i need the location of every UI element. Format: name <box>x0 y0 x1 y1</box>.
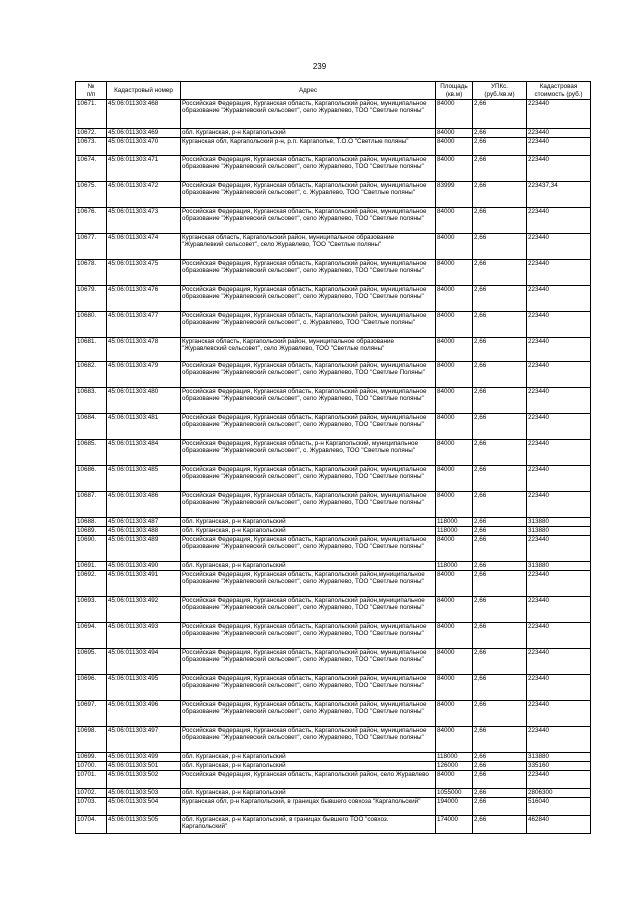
address-cell: Российская Федерация, Курганская область, Каргапольский район, муниципальное образование "Журавлевский сельсовет", село Журавлево, ТОО "Светлые поляны" <box>181 466 436 492</box>
table-row <box>76 649 591 675</box>
cadastral-cost-cell: 223440 <box>527 156 591 182</box>
row-number-cell: 10704. <box>76 816 107 834</box>
header-num: № п/п <box>76 82 107 100</box>
cadastral-cost-cell: 223440 <box>527 260 591 286</box>
table-row <box>76 466 591 492</box>
area-cell: 84000 <box>436 466 473 492</box>
area-cell: 84000 <box>436 675 473 701</box>
table-row <box>76 138 591 156</box>
row-number-cell: 10694. <box>76 623 107 649</box>
address-cell: обл. Курганская, р-н Каргапольский, в границах бывшего ТОО "совхоз. Каргапольский" <box>181 816 436 834</box>
address-cell: Курганская область, Каргапольский район, муниципальное образование "Журавлевкий сельсовет", село Журавлево, ТОО "Светлые поляны" <box>181 234 436 260</box>
cadastral-number-cell: 45:06:011303:487 <box>107 518 181 527</box>
area-cell: 84000 <box>436 388 473 414</box>
table-body <box>76 100 591 834</box>
row-number-cell: 10672. <box>76 129 107 138</box>
cadastral-number-cell: 45:06:011303:469 <box>107 129 181 138</box>
area-cell: 84000 <box>436 260 473 286</box>
cadastral-number-cell: 45:06:011303:503 <box>107 789 181 798</box>
upks-cell: 2,66 <box>473 414 527 440</box>
cadastral-number-cell: 45:06:011303:478 <box>107 338 181 362</box>
area-cell: 84000 <box>436 338 473 362</box>
area-cell: 84000 <box>436 138 473 156</box>
area-cell: 84000 <box>436 571 473 597</box>
upks-cell: 2,66 <box>473 762 527 771</box>
cadastral-number-cell: 45:06:011303:477 <box>107 312 181 338</box>
cadastral-number-cell: 45:06:011303:488 <box>107 527 181 536</box>
table-row <box>76 527 591 536</box>
cadastral-cost-cell: 223440 <box>527 414 591 440</box>
row-number-cell: 10682. <box>76 362 107 388</box>
upks-cell: 2,66 <box>473 466 527 492</box>
address-cell: Российская Федерация, Курганская область, Каргапольский район, муниципальное образование "Журавлевский сельсовет", село Журавлево, ТОО "Светлые поляны" <box>181 260 436 286</box>
address-cell: Российская Федерация, Курганская область, р-н Каргапольский, муниципальное образование "Журавлевский сельсовет", с. Журавлево, ТОО "Светлые поляны" <box>181 440 436 466</box>
table-row <box>76 816 591 834</box>
table-row <box>76 492 591 518</box>
area-cell: 118000 <box>436 518 473 527</box>
row-number-cell: 10678. <box>76 260 107 286</box>
header-upks: УПКс. (руб./кв.м) <box>473 82 527 100</box>
cadastral-cost-cell: 223440 <box>527 466 591 492</box>
row-number-cell: 10690. <box>76 536 107 562</box>
table-row <box>76 789 591 798</box>
row-number-cell: 10671. <box>76 100 107 129</box>
upks-cell: 2,66 <box>473 208 527 234</box>
cadastral-number-cell: 45:06:011303:502 <box>107 771 181 789</box>
address-cell: Российская Федерация, Курганская область, Каргапольский район, муниципальное образование "Журавлевский сельсовет", с. Журавлево, ТОО "Светлые поляны" <box>181 312 436 338</box>
upks-cell: 2,66 <box>473 649 527 675</box>
area-cell: 84000 <box>436 156 473 182</box>
row-number-cell: 10686. <box>76 466 107 492</box>
address-cell: обл. Курганская, р-н Каргапольский <box>181 562 436 571</box>
row-number-cell: 10701. <box>76 771 107 789</box>
area-cell: 84000 <box>436 649 473 675</box>
address-cell: Российская Федерация, Курганская область, Каргапольский район, муниципальное образование "Журавлевский сельсовет", село Журавлево, ТОО "Светлые поляны" <box>181 156 436 182</box>
row-number-cell: 10677. <box>76 234 107 260</box>
cadastral-number-cell: 45:06:011303:470 <box>107 138 181 156</box>
cadastral-number-cell: 45:06:011303:475 <box>107 260 181 286</box>
address-cell: обл. Курганская, р-н Каргапольский <box>181 518 436 527</box>
upks-cell: 2,66 <box>473 138 527 156</box>
table-row <box>76 597 591 623</box>
address-cell: обл. Курганская, р-н Каргапольский <box>181 762 436 771</box>
area-cell: 84000 <box>436 727 473 753</box>
upks-cell: 2,66 <box>473 536 527 562</box>
header-cadastral-cost: Кадастровая стоимость (руб.) <box>527 82 591 100</box>
table-row <box>76 798 591 816</box>
area-cell: 84000 <box>436 440 473 466</box>
cadastral-number-cell: 45:06:011303:476 <box>107 286 181 312</box>
cadastral-number-cell: 45:06:011303:505 <box>107 816 181 834</box>
address-cell: Российская Федерация, Курганская область, Каргапольский район,муниципальное образование "Журавлевский сельсовет", село Журавлево, ТОО "Светлые поляны" <box>181 597 436 623</box>
cadastral-cost-cell: 223440 <box>527 138 591 156</box>
area-cell: 83999 <box>436 182 473 208</box>
upks-cell: 2,66 <box>473 623 527 649</box>
upks-cell: 2,66 <box>473 701 527 727</box>
upks-cell: 2,66 <box>473 527 527 536</box>
row-number-cell: 10680. <box>76 312 107 338</box>
table-row <box>76 388 591 414</box>
address-cell: обл. Курганская, р-н Каргапольский <box>181 527 436 536</box>
upks-cell: 2,66 <box>473 518 527 527</box>
address-cell: Российская Федерация, Курганская область, Каргапольский район, муниципальное образование "Журавлевский сельсовет", село Журавлево, ТОО "Светлые поляны" <box>181 414 436 440</box>
table-row <box>76 518 591 527</box>
cadastral-cost-cell: 223440 <box>527 312 591 338</box>
row-number-cell: 10684. <box>76 414 107 440</box>
address-cell: Российская Федерация, Курганская область, Каргапольский район, муниципальное образование "Журавлевский сельсовет", село Журавлево, ТОО "Светлые поляны" <box>181 388 436 414</box>
area-cell: 174000 <box>436 816 473 834</box>
area-cell: 194000 <box>436 798 473 816</box>
row-number-cell: 10693. <box>76 597 107 623</box>
area-cell: 1055000 <box>436 789 473 798</box>
table-row <box>76 536 591 562</box>
area-cell: 118000 <box>436 753 473 762</box>
cadastral-number-cell: 45:06:011303:501 <box>107 762 181 771</box>
row-number-cell: 10687. <box>76 492 107 518</box>
area-cell: 84000 <box>436 414 473 440</box>
table-row <box>76 182 591 208</box>
cadastral-cost-cell: 223440 <box>527 388 591 414</box>
upks-cell: 2,66 <box>473 753 527 762</box>
area-cell: 84000 <box>436 362 473 388</box>
upks-cell: 2,66 <box>473 789 527 798</box>
row-number-cell: 10681. <box>76 338 107 362</box>
upks-cell: 2,66 <box>473 338 527 362</box>
cadastral-number-cell: 45:06:011303:479 <box>107 362 181 388</box>
address-cell: Российская Федерация, Курганская область, Каргапольский район, село Журавлево <box>181 771 436 789</box>
upks-cell: 2,66 <box>473 286 527 312</box>
table-row <box>76 208 591 234</box>
upks-cell: 2,66 <box>473 234 527 260</box>
address-cell: Курганская обл, Каргапольский р-н, р.п. Каргаполье, Т.О.О "Светлые поляны" <box>181 138 436 156</box>
table-header-row <box>76 82 591 100</box>
cadastral-number-cell: 45:06:011303:493 <box>107 623 181 649</box>
area-cell: 84000 <box>436 536 473 562</box>
table-row <box>76 286 591 312</box>
table-row <box>76 571 591 597</box>
row-number-cell: 10685. <box>76 440 107 466</box>
table-row <box>76 762 591 771</box>
area-cell: 84000 <box>436 234 473 260</box>
cadastral-number-cell: 45:06:011303:473 <box>107 208 181 234</box>
upks-cell: 2,66 <box>473 156 527 182</box>
cadastral-cost-cell: 223440 <box>527 571 591 597</box>
table-row <box>76 753 591 762</box>
address-cell: Российская Федерация, Курганская область, Каргапольский район,муниципальное образование "Журавлевский сельсовет", село Журавлево, ТОО "Светлые поляны" <box>181 571 436 597</box>
upks-cell: 2,66 <box>473 492 527 518</box>
cadastral-number-cell: 45:06:011303:485 <box>107 466 181 492</box>
row-number-cell: 10674. <box>76 156 107 182</box>
area-cell: 84000 <box>436 129 473 138</box>
cadastral-cost-cell: 223440 <box>527 623 591 649</box>
table-row <box>76 129 591 138</box>
cadastral-cost-cell: 313880 <box>527 562 591 571</box>
cadastral-number-cell: 45:06:011303:468 <box>107 100 181 129</box>
cadastral-cost-cell: 223440 <box>527 701 591 727</box>
table-row <box>76 312 591 338</box>
cadastral-cost-cell: 223437,34 <box>527 182 591 208</box>
header-address: Адрес <box>181 82 436 100</box>
table-row <box>76 414 591 440</box>
address-cell: Российская Федерация, Курганская область, Каргапольский район, муниципальное образование "Журавлевский сельсовет", село Журавлево, ТОО "Светлые поляны" <box>181 649 436 675</box>
table-row <box>76 562 591 571</box>
upks-cell: 2,66 <box>473 260 527 286</box>
address-cell: Российская Федерация, Курганская область, Каргапольский район, муниципальное образование "Журавлевский сельсовет", село Журавлево, ТОО "Светлые поляны" <box>181 286 436 312</box>
cadastral-number-cell: 45:06:011303:494 <box>107 649 181 675</box>
upks-cell: 2,66 <box>473 727 527 753</box>
row-number-cell: 10691. <box>76 562 107 571</box>
row-number-cell: 10697. <box>76 701 107 727</box>
upks-cell: 2,66 <box>473 798 527 816</box>
cadastral-cost-cell: 223440 <box>527 286 591 312</box>
upks-cell: 2,66 <box>473 312 527 338</box>
cadastral-cost-cell: 223440 <box>527 597 591 623</box>
table-row <box>76 440 591 466</box>
address-cell: Российская Федерация, Курганская область, Каргапольский район, муниципальное образование "Журавлевский сельсовет", с. Журавлево, ТОО "Светлые поляны" <box>181 182 436 208</box>
cadastral-cost-cell: 223440 <box>527 440 591 466</box>
cadastral-number-cell: 45:06:011303:472 <box>107 182 181 208</box>
cadastral-number-cell: 45:06:011303:481 <box>107 414 181 440</box>
cadastral-cost-cell: 313880 <box>527 518 591 527</box>
cadastral-number-cell: 45:06:011303:486 <box>107 492 181 518</box>
header-cadastral-number: Кадастровый номер <box>107 82 181 100</box>
upks-cell: 2,66 <box>473 571 527 597</box>
row-number-cell: 10699. <box>76 753 107 762</box>
row-number-cell: 10683. <box>76 388 107 414</box>
cadastral-number-cell: 45:06:011303:504 <box>107 798 181 816</box>
address-cell: Российская Федерация, Курганская область, Каргапольский район, муниципальное образование "Журавлевский сельсовет", село Журавлево, ТОО "Светлые поляны" <box>181 536 436 562</box>
upks-cell: 2,66 <box>473 771 527 789</box>
upks-cell: 2,66 <box>473 562 527 571</box>
area-cell: 118000 <box>436 562 473 571</box>
upks-cell: 2,66 <box>473 129 527 138</box>
area-cell: 84000 <box>436 208 473 234</box>
cadastral-number-cell: 45:06:011303:474 <box>107 234 181 260</box>
cadastral-number-cell: 45:06:011303:489 <box>107 536 181 562</box>
upks-cell: 2,66 <box>473 388 527 414</box>
area-cell: 84000 <box>436 492 473 518</box>
cadastral-cost-cell: 223440 <box>527 208 591 234</box>
table-row <box>76 771 591 789</box>
page-number: 239 <box>312 62 327 71</box>
row-number-cell: 10702. <box>76 789 107 798</box>
address-cell: Российская Федерация, Курганская область, Каргапольский район, муниципальное образование "Журавлевский сельсовет", село Журавлево, ТОО "Светлые поляны" <box>181 100 436 129</box>
table-row <box>76 100 591 129</box>
row-number-cell: 10703. <box>76 798 107 816</box>
upks-cell: 2,66 <box>473 675 527 701</box>
address-cell: Российская Федерация, Курганская область, Каргапольский район, муниципальное образование "Журавлевский сельсовет", село Журавлево, ТОО "Светлые поляны" <box>181 701 436 727</box>
table-row <box>76 156 591 182</box>
row-number-cell: 10695. <box>76 649 107 675</box>
address-cell: Российская Федерация, Курганская область, Каргапольский район, муниципальное образование "Журавлевский сельсовет", село Журавлево, ТОО "Светлые поляны" <box>181 623 436 649</box>
upks-cell: 2,66 <box>473 597 527 623</box>
cadastral-number-cell: 45:06:011303:491 <box>107 571 181 597</box>
area-cell: 126000 <box>436 762 473 771</box>
area-cell: 84000 <box>436 312 473 338</box>
cadastral-cost-cell: 223440 <box>527 727 591 753</box>
cadastral-cost-cell: 313880 <box>527 753 591 762</box>
cadastral-cost-cell: 462840 <box>527 816 591 834</box>
row-number-cell: 10679. <box>76 286 107 312</box>
address-cell: Российская Федерация, Курганская область, Каргапольский район, муниципальное образование "Журавлевский сельсовет", село Журавлево, ТОО "Светлые поляны" <box>181 208 436 234</box>
upks-cell: 2,66 <box>473 100 527 129</box>
cadastral-number-cell: 45:06:011303:484 <box>107 440 181 466</box>
table-row <box>76 701 591 727</box>
row-number-cell: 10675. <box>76 182 107 208</box>
address-cell: обл. Курганская, р-н Каргапольский <box>181 753 436 762</box>
address-cell: Российская Федерация, Курганская область, Каргапольский район, муниципальное образование "Журавлевский сельсовет", село Журавлево, ТОО "Светлые поляны" <box>181 675 436 701</box>
row-number-cell: 10689. <box>76 527 107 536</box>
area-cell: 84000 <box>436 286 473 312</box>
header-area: Площадь (кв.м) <box>436 82 473 100</box>
cadastral-number-cell: 45:06:011303:496 <box>107 701 181 727</box>
row-number-cell: 10692. <box>76 571 107 597</box>
area-cell: 84000 <box>436 623 473 649</box>
area-cell: 84000 <box>436 701 473 727</box>
area-cell: 84000 <box>436 100 473 129</box>
address-cell: Курганская область, Каргапольский район, муниципальное образование "Журавлевский сельсовет", село Журавлево, ТОО "Светлые поляны" <box>181 338 436 362</box>
cadastral-number-cell: 45:06:011303:495 <box>107 675 181 701</box>
cadastral-cost-cell: 2806300 <box>527 789 591 798</box>
cadastral-cost-cell: 223440 <box>527 100 591 129</box>
cadastral-cost-cell: 223440 <box>527 492 591 518</box>
cadastral-cost-cell: 313880 <box>527 527 591 536</box>
area-cell: 118000 <box>436 527 473 536</box>
area-cell: 84000 <box>436 597 473 623</box>
cadastral-cost-cell: 223440 <box>527 234 591 260</box>
table-row <box>76 338 591 362</box>
upks-cell: 2,66 <box>473 440 527 466</box>
address-cell: обл. Курганская, р-н Каргапольский <box>181 129 436 138</box>
cadastral-cost-cell: 335160 <box>527 762 591 771</box>
cadastral-cost-cell: 223440 <box>527 649 591 675</box>
table-row <box>76 260 591 286</box>
cadastral-number-cell: 45:06:011303:492 <box>107 597 181 623</box>
cadastral-cost-cell: 223440 <box>527 129 591 138</box>
cadastral-cost-cell: 223440 <box>527 362 591 388</box>
upks-cell: 2,66 <box>473 362 527 388</box>
table-row <box>76 727 591 753</box>
cadastral-register-table <box>75 81 591 834</box>
cadastral-cost-cell: 516040 <box>527 798 591 816</box>
address-cell: обл. Курганская, р-н Каргапольский <box>181 789 436 798</box>
row-number-cell: 10688. <box>76 518 107 527</box>
table-row <box>76 362 591 388</box>
cadastral-cost-cell: 223440 <box>527 338 591 362</box>
row-number-cell: 10700. <box>76 762 107 771</box>
table-row <box>76 675 591 701</box>
table-row <box>76 623 591 649</box>
address-cell: Российская Федерация, Курганская область, Каргапольский район, муниципальное образование "Журавлевский сельсовет", село Журавлево, ТОО "Светлые поляны" <box>181 727 436 753</box>
cadastral-number-cell: 45:06:011303:499 <box>107 753 181 762</box>
cadastral-number-cell: 45:06:011303:497 <box>107 727 181 753</box>
upks-cell: 2,66 <box>473 816 527 834</box>
row-number-cell: 10698. <box>76 727 107 753</box>
cadastral-number-cell: 45:06:011303:490 <box>107 562 181 571</box>
upks-cell: 2,66 <box>473 182 527 208</box>
cadastral-cost-cell: 223440 <box>527 536 591 562</box>
cadastral-cost-cell: 223440 <box>527 771 591 789</box>
address-cell: Российская Федерация, Курганская область, Каргапольский район, муниципальное образование "Журавлевский сельсовет", село Журавлево, ТОО "Светлые поляны" <box>181 492 436 518</box>
address-cell: Курганская обл, р-н Каргапольский, в границах бывшего совхоза "Каргапольский" <box>181 798 436 816</box>
cadastral-number-cell: 45:06:011303:480 <box>107 388 181 414</box>
row-number-cell: 10676. <box>76 208 107 234</box>
table-row <box>76 234 591 260</box>
row-number-cell: 10673. <box>76 138 107 156</box>
row-number-cell: 10696. <box>76 675 107 701</box>
area-cell: 84000 <box>436 771 473 789</box>
address-cell: Российская Федерация, Курганская область, Каргапольский район, муниципальное образование "Журавлевский сельсовет", село Журавлево, ТОО "Светлые Поляны" <box>181 362 436 388</box>
cadastral-number-cell: 45:06:011303:471 <box>107 156 181 182</box>
cadastral-cost-cell: 223440 <box>527 675 591 701</box>
